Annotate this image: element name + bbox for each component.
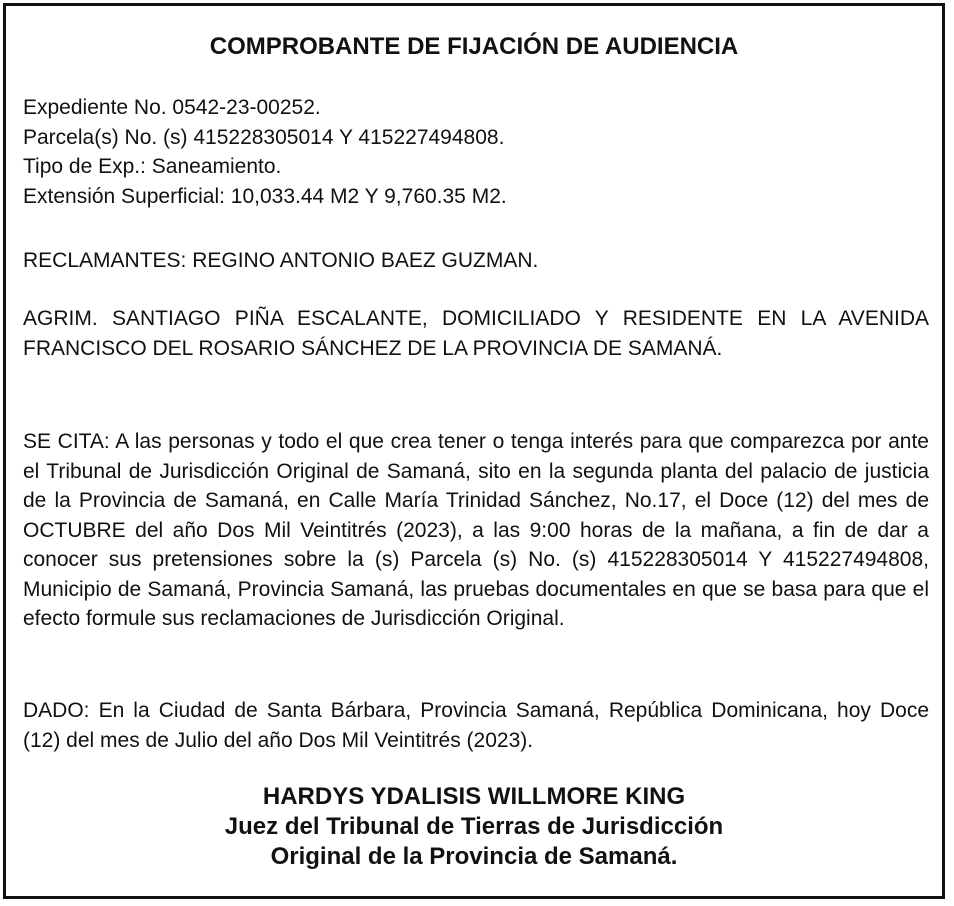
extension-line: Extensión Superficial: 10,033.44 M2 Y 9,760.35 M2. xyxy=(23,184,507,208)
parcelas-line: Parcela(s) No. (s) 415228305014 Y 415227494808. xyxy=(23,125,505,149)
signature-block xyxy=(6,782,942,872)
notice-frame xyxy=(3,3,945,899)
judge-name: HARDYS YDALISIS WILLMORE KING xyxy=(262,783,686,810)
dado-paragraph xyxy=(23,696,929,755)
reclamantes-text: RECLAMANTES: REGINO ANTONIO BAEZ GUZMAN. xyxy=(23,249,539,272)
case-details xyxy=(23,93,929,211)
expediente-line: Expediente No. 0542-23-00252. xyxy=(23,96,321,119)
judge-role-line-2: Original de la Provincia de Samaná. xyxy=(270,843,678,870)
agrimensor-paragraph xyxy=(23,304,929,363)
agrimensor-text: AGRIM. SANTIAGO PIÑA ESCALANTE, DOMICILIADO Y RESIDENTE EN LA AVENIDA FRANCISCO DEL ROSARIO SÁNCHEZ DE LA PROVINCIA DE SAMANÁ. xyxy=(23,307,929,360)
dado-text: DADO: En la Ciudad de Santa Bárbara, Provincia Samaná, República Dominicana, hoy Doce (12) del mes de Julio del año Dos Mil Veintitrés (2023). xyxy=(23,699,929,752)
citation-paragraph xyxy=(23,427,929,634)
reclamantes-paragraph xyxy=(23,246,929,276)
tipo-line: Tipo de Exp.: Saneamiento. xyxy=(23,155,282,178)
citation-text: SE CITA: A las personas y todo el que crea tener o tenga interés para que comparezca por ante el Tribunal de Jurisdicción Original de Samaná, sito en la segunda planta del palacio de justicia de la Provincia de Samaná, en Calle María Trinidad Sánchez, No.17, el Doce (12) del mes de OCTUBRE del año Dos Mil Veintitrés (2023), a las 9:00 horas de la mañana, a fin de dar a conocer sus pretensiones sobre la (s) Parcela (s) No. (s) 415228305014 Y 415227494808, Municipio de Samaná, Provincia Samaná, las pruebas documentales en que se basa para que el efecto formule sus reclamaciones de Jurisdicción Original. xyxy=(23,430,929,630)
judge-role-line-1: Juez del Tribunal de Tierras de Jurisdicción xyxy=(224,813,724,840)
document-title: COMPROBANTE DE FIJACIÓN DE AUDIENCIA xyxy=(209,33,739,60)
